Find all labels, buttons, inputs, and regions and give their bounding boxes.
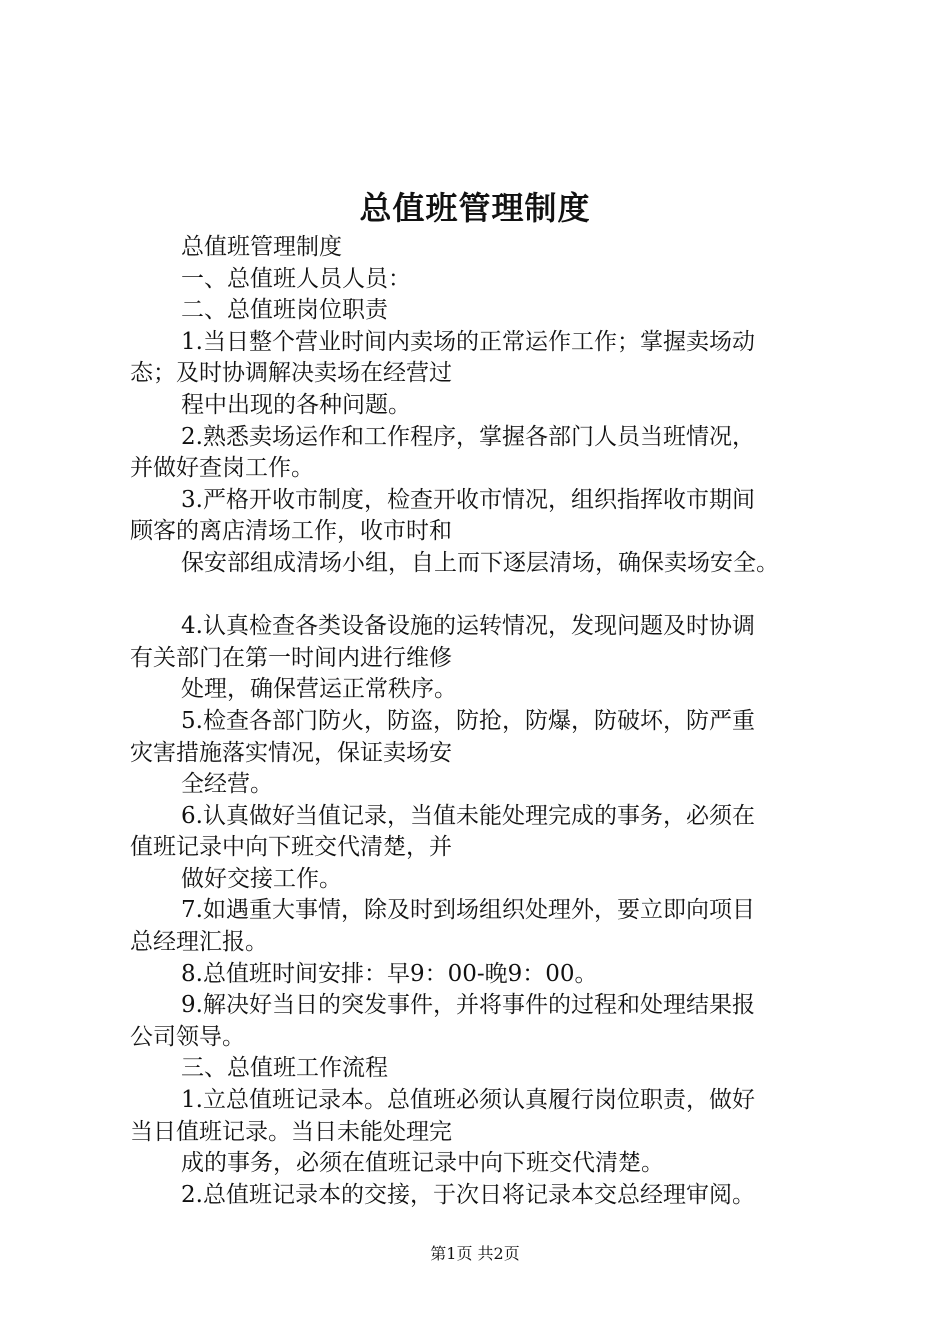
body-line: 总值班管理制度 [181, 234, 342, 260]
body-line: 做好交接工作。 [181, 865, 342, 892]
body-line: 2.熟悉卖场运作和工作程序，掌握各部门人员当班情况， [181, 423, 755, 450]
body-line: 当日值班记录。当日未能处理完 [130, 1118, 452, 1145]
body-line: 灾害措施落实情况，保证卖场安 [130, 739, 452, 766]
body-line: 3.严格开收市制度，检查开收市情况，组织指挥收市期间 [181, 486, 755, 513]
body-line: 顾客的离店清场工作，收市时和 [130, 518, 452, 545]
body-line: 6.认真做好当值记录，当值未能处理完成的事务，必须在 [181, 802, 755, 829]
body-line: 1.当日整个营业时间内卖场的正常运作工作；掌握卖场动 [181, 328, 755, 355]
body-line: 程中出现的各种问题。 [181, 391, 411, 418]
section-heading: 三、总值班工作流程 [181, 1055, 388, 1082]
body-line: 8.总值班时间安排：早9：00-晚9：00。 [181, 960, 598, 987]
section-heading: 二、总值班岗位职责 [181, 297, 388, 324]
body-line: 成的事务，必须在值班记录中向下班交代清楚。 [181, 1150, 664, 1177]
body-line: 全经营。 [181, 771, 273, 798]
document-body [130, 232, 850, 1211]
body-line: 保安部组成清场小组，自上而下逐层清场，确保卖场安全。 [181, 549, 779, 576]
body-line: 总经理汇报。 [130, 929, 268, 956]
body-line: 并做好查岗工作。 [130, 455, 314, 482]
document-title: 总值班管理制度 [359, 189, 591, 227]
body-line: 有关部门在第一时间内进行维修 [130, 644, 452, 671]
body-line: 5.检查各部门防火，防盗，防抢，防爆，防破坏，防严重 [181, 707, 755, 734]
body-line: 4.认真检查各类设备设施的运转情况，发现问题及时协调 [181, 613, 755, 640]
body-line: 7.如遇重大事情，除及时到场组织处理外，要立即向项目 [181, 897, 755, 924]
blank-line [130, 580, 850, 612]
body-line: 公司领导。 [130, 1023, 245, 1050]
body-line: 9.解决好当日的突发事件，并将事件的过程和处理结果报 [181, 992, 755, 1019]
page-number: 第1页 共2页 [430, 1244, 520, 1263]
body-line: 1.立总值班记录本。总值班必须认真履行岗位职责，做好 [181, 1087, 755, 1114]
body-line: 2.总值班记录本的交接，于次日将记录本交总经理审阅。 [181, 1181, 755, 1208]
section-heading: 一、总值班人员人员： [181, 265, 411, 292]
body-line: 值班记录中向下班交代清楚，并 [130, 834, 452, 861]
body-line: 处理，确保营运正常秩序。 [181, 676, 457, 703]
body-line: 态；及时协调解决卖场在经营过 [130, 360, 452, 387]
